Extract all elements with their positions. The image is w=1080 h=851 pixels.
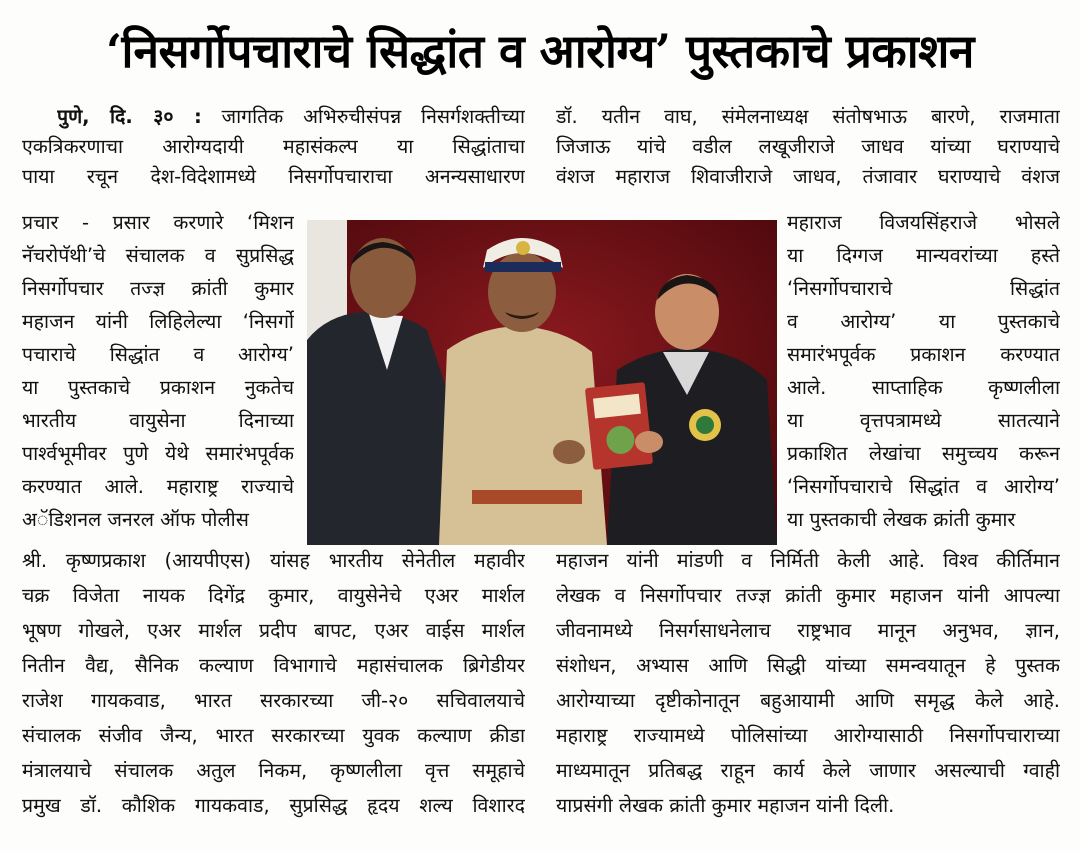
- col1-wrap-line-8: पार्श्वभूमीवर पुणे येथे समारंभपूर्वक: [22, 442, 294, 465]
- col2-wrap-line-7: या वृत्तपत्रामध्ये सातत्याने: [787, 409, 1060, 432]
- col2-wrap-line-10: या पुस्तकाची लेखक क्रांती कुमार: [787, 508, 1016, 531]
- col1-bottom-line-2: चक्र विजेता नायक दिगेंद्र कुमार, वायुसेनेचे एअर मार्शल: [22, 584, 525, 607]
- col2-wrap-line-9: ‘निसर्गोपचाराचे सिद्धांत व आरोग्य’: [787, 475, 1060, 498]
- col2-bottom-line-1: महाजन यांनी मांडणी व निर्मिती केली आहे. विश्व कीर्तिमान: [556, 549, 1060, 572]
- col1-wrap-line-6: या पुस्तकाचे प्रकाशन नुकतेच: [22, 376, 294, 399]
- col1-wrap-line-9: करण्यात आले. महाराष्ट्र राज्याचे: [22, 475, 294, 498]
- headline: ‘निसर्गोपचाराचे सिद्धांत व आरोग्य’ पुस्तकाचे प्रकाशन: [106, 24, 974, 78]
- col2-bottom-line-6: महाराष्ट्र राज्यामध्ये पोलिसांच्या आरोग्यासाठी निसर्गोपचाराच्या: [556, 724, 1060, 747]
- col1-wrap-line-10: अॅडिशनल जनरल ऑफ पोलीस: [22, 508, 249, 531]
- col1-bottom-line-6: संचालक संजीव जैन्य, भारत सरकारच्या युवक कल्याण क्रीडा: [22, 724, 525, 747]
- col2-bottom-line-2: लेखक व निसर्गोपचार तज्ज्ञ क्रांती कुमार महाजन यांनी आपल्या: [556, 584, 1060, 607]
- col1-bottom-line-7: मंत्रालयाचे संचालक अतुल निकम, कृष्णलीला वृत्त समूहाचे: [22, 759, 525, 782]
- col2-wrap-line-3: ‘निसर्गोपचाराचे सिद्धांत: [787, 277, 1060, 300]
- col1-wrap-line-3: निसर्गोपचार तज्ज्ञ क्रांती कुमार: [22, 277, 294, 300]
- col2-line-1: डॉ. यतीन वाघ, संमेलनाध्यक्ष संतोषभाऊ बारणे, राजमाता: [556, 105, 1060, 128]
- col2-line-2: जिजाऊ यांचे वडील लखूजीराजे जाधव यांच्या घराण्याचे: [556, 135, 1060, 158]
- col1-wrap-line-1: प्रचार - प्रसार करणारे ‘मिशन: [22, 211, 294, 234]
- col1-wrap-line-2: नॅचरोपॅथी’चे संचालक व सुप्रसिद्ध: [22, 244, 294, 267]
- col2-bottom-line-7: माध्यमातून प्रतिबद्ध राहून कार्य केले जाणार असल्याची ग्वाही: [556, 759, 1060, 782]
- col1-bottom-line-3: भूषण गोखले, एअर मार्शल प्रदीप बापट, एअर वाईस मार्शल: [22, 619, 525, 642]
- col1-bottom-line-8: प्रमुख डॉ. कौशिक गायकवाड, सुप्रसिद्ध हृदय शल्य विशारद: [22, 794, 525, 817]
- col1-wrap-line-5: पचाराचे सिद्धांत व आरोग्य’: [22, 343, 294, 366]
- col1-wrap-line-7: भारतीय वायुसेना दिनाच्या: [22, 409, 294, 432]
- col1-line-1: [57, 102, 525, 132]
- col2-wrap-line-6: आले. साप्ताहिक कृष्णलीला: [787, 376, 1060, 399]
- book-launch-photo: [307, 220, 777, 545]
- col1-line-3: पाया रचून देश-विदेशामध्ये निसर्गोपचाराचा अनन्यसाधारण: [22, 165, 525, 188]
- col2-wrap-line-1: महाराज विजयसिंहराजे भोसले: [787, 211, 1060, 234]
- col2-wrap-line-2: या दिग्गज मान्यवरांच्या हस्ते: [787, 244, 1060, 267]
- col2-wrap-line-4: व आरोग्य’ या पुस्तकाचे: [787, 310, 1060, 333]
- col2-bottom-line-4: संशोधन, अभ्यास आणि सिद्धी यांच्या समन्वयातून हे पुस्तक: [556, 654, 1060, 677]
- col1-wrap-line-4: महाजन यांनी लिहिलेल्या ‘निसर्गो: [22, 310, 294, 333]
- col1-bottom-line-4: नितीन वैद्य, सैनिक कल्याण विभागाचे महासंचालक ब्रिगेडीयर: [22, 654, 525, 677]
- col1-bottom-line-5: राजेश गायकवाड, भारत सरकारच्या जी-२० सचिवालयाचे: [22, 689, 525, 712]
- col2-line-3: वंशज महाराज शिवाजीराजे जाधव, तंजावार घराण्याचे वंशज: [556, 165, 1060, 188]
- col2-bottom-line-8: याप्रसंगी लेखक क्रांती कुमार महाजन यांनी दिली.: [556, 794, 895, 817]
- book-launch-photo-icon: [307, 220, 777, 545]
- col2-wrap-line-5: समारंभपूर्वक प्रकाशन करण्यात: [787, 343, 1060, 366]
- col1-line-2: एकत्रिकरणाचा आरोग्यदायी महासंकल्प या सिद्धांताचा: [22, 135, 525, 158]
- col1-bottom-line-1: श्री. कृष्णप्रकाश (आयपीएस) यांसह भारतीय सेनेतील महावीर: [22, 549, 525, 572]
- col2-wrap-line-8: प्रकाशित लेखांचा समुच्चय करून: [787, 442, 1060, 465]
- dateline: पुणे, दि. ३० :: [57, 105, 202, 128]
- col2-bottom-line-5: आरोग्याच्या दृष्टीकोनातून बहुआयामी आणि समृद्ध केले आहे.: [556, 689, 1060, 712]
- col1-line-1-text: जागतिक अभिरुचीसंपन्न निसर्गशक्तीच्या: [221, 105, 525, 128]
- col2-bottom-line-3: जीवनामध्ये निसर्गसाधनेलाच राष्ट्रभाव मानून अनुभव, ज्ञान,: [556, 619, 1060, 642]
